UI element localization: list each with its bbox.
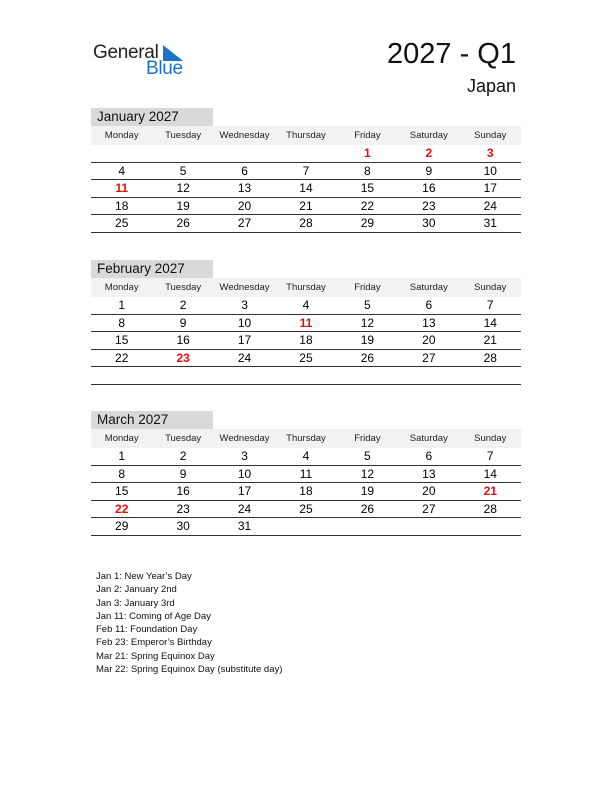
weekday-header: Sunday (460, 429, 521, 448)
day-cell: 11 (275, 465, 336, 483)
day-cell: 13 (398, 314, 459, 332)
day-cell: 7 (460, 297, 521, 314)
month-block-february (91, 260, 521, 385)
day-cell: 5 (337, 297, 398, 314)
weekday-header: Monday (91, 278, 152, 297)
weekday-header: Monday (91, 126, 152, 145)
weekday-header-row (91, 278, 521, 297)
day-cell: 6 (398, 448, 459, 465)
day-cell: 15 (91, 483, 152, 501)
weekday-header: Saturday (398, 278, 459, 297)
day-cell: 3 (214, 448, 275, 465)
week-row (91, 483, 521, 501)
day-cell: 17 (460, 180, 521, 198)
empty-day-cell (214, 145, 275, 162)
empty-day-cell (275, 145, 336, 162)
weekday-header: Friday (337, 429, 398, 448)
day-cell: 27 (214, 215, 275, 233)
day-cell: 7 (275, 162, 336, 180)
weekday-header: Sunday (460, 278, 521, 297)
day-cell: 23 (152, 349, 213, 367)
day-cell: 20 (398, 483, 459, 501)
day-cell: 6 (214, 162, 275, 180)
empty-day-cell (275, 518, 336, 536)
weekday-header-row (91, 429, 521, 448)
holiday-item: Feb 11: Foundation Day (96, 624, 198, 636)
day-cell: 31 (214, 518, 275, 536)
week-row (91, 197, 521, 215)
day-cell: 4 (275, 297, 336, 314)
day-cell: 13 (398, 465, 459, 483)
weekday-header: Wednesday (214, 429, 275, 448)
day-cell: 11 (91, 180, 152, 198)
weekday-header: Friday (337, 278, 398, 297)
day-cell: 14 (460, 314, 521, 332)
empty-day-cell (214, 367, 275, 385)
day-cell: 22 (337, 197, 398, 215)
weekday-header: Friday (337, 126, 398, 145)
weekday-header: Wednesday (214, 126, 275, 145)
day-cell: 2 (152, 297, 213, 314)
holiday-item: Feb 23: Emperor’s Birthday (96, 637, 212, 649)
day-cell: 28 (460, 349, 521, 367)
day-cell: 8 (91, 465, 152, 483)
week-row (91, 500, 521, 518)
day-cell: 19 (337, 483, 398, 501)
day-cell: 30 (152, 518, 213, 536)
day-cell: 12 (337, 314, 398, 332)
weekday-header: Tuesday (152, 278, 213, 297)
day-cell: 5 (337, 448, 398, 465)
day-cell: 23 (398, 197, 459, 215)
day-cell: 3 (460, 145, 521, 162)
day-cell: 27 (398, 500, 459, 518)
day-cell: 28 (275, 215, 336, 233)
empty-day-cell (337, 367, 398, 385)
week-row (91, 349, 521, 367)
week-row (91, 162, 521, 180)
empty-day-cell (398, 518, 459, 536)
day-cell: 13 (214, 180, 275, 198)
day-cell: 19 (152, 197, 213, 215)
weekday-header: Thursday (275, 278, 336, 297)
empty-day-cell (152, 367, 213, 385)
day-cell: 1 (91, 448, 152, 465)
weekday-header: Thursday (275, 429, 336, 448)
holiday-item: Jan 3: January 3rd (96, 597, 175, 609)
weekday-header: Monday (91, 429, 152, 448)
day-cell: 31 (460, 215, 521, 233)
day-cell: 10 (214, 465, 275, 483)
day-cell: 21 (275, 197, 336, 215)
day-cell: 29 (337, 215, 398, 233)
month-header: March 2027 (91, 411, 213, 429)
day-cell: 9 (152, 314, 213, 332)
weekday-header: Saturday (398, 429, 459, 448)
day-cell: 9 (152, 465, 213, 483)
day-cell: 15 (91, 332, 152, 350)
country-label: Japan (466, 76, 516, 96)
day-cell: 10 (214, 314, 275, 332)
weekday-header: Tuesday (152, 126, 213, 145)
day-cell: 11 (275, 314, 336, 332)
week-row (91, 180, 521, 198)
empty-day-cell (460, 518, 521, 536)
day-cell: 20 (214, 197, 275, 215)
day-cell: 24 (214, 500, 275, 518)
day-cell: 25 (275, 349, 336, 367)
logo (93, 42, 193, 78)
logo-text-blue: Blue (146, 58, 183, 79)
day-cell: 26 (337, 349, 398, 367)
day-cell: 25 (91, 215, 152, 233)
weekday-header-row (91, 126, 521, 145)
month-header: January 2027 (91, 108, 213, 126)
day-cell: 14 (275, 180, 336, 198)
weekday-header: Tuesday (152, 429, 213, 448)
day-cell: 26 (337, 500, 398, 518)
day-cell: 19 (337, 332, 398, 350)
day-cell: 3 (214, 297, 275, 314)
day-cell: 4 (275, 448, 336, 465)
day-cell: 16 (398, 180, 459, 198)
day-cell: 14 (460, 465, 521, 483)
month-header: February 2027 (91, 260, 213, 278)
week-row (91, 215, 521, 233)
day-cell: 6 (398, 297, 459, 314)
empty-day-cell (398, 367, 459, 385)
empty-day-cell (337, 518, 398, 536)
week-row (91, 297, 521, 314)
day-cell: 2 (152, 448, 213, 465)
day-cell: 12 (152, 180, 213, 198)
day-cell: 15 (337, 180, 398, 198)
day-cell: 18 (275, 332, 336, 350)
week-row (91, 314, 521, 332)
empty-day-cell (275, 367, 336, 385)
day-cell: 17 (214, 483, 275, 501)
empty-day-cell (91, 367, 152, 385)
day-cell: 4 (91, 162, 152, 180)
weekday-header: Sunday (460, 126, 521, 145)
empty-day-cell (460, 367, 521, 385)
day-cell: 8 (91, 314, 152, 332)
holiday-item: Jan 1: New Year’s Day (96, 571, 192, 582)
day-cell: 1 (337, 145, 398, 162)
week-row (91, 367, 521, 385)
week-row (91, 518, 521, 536)
week-row (91, 145, 521, 162)
weekday-header: Thursday (275, 126, 336, 145)
day-cell: 17 (214, 332, 275, 350)
day-cell: 29 (91, 518, 152, 536)
holiday-item: Jan 2: January 2nd (96, 584, 177, 596)
day-cell: 26 (152, 215, 213, 233)
weekday-header: Wednesday (214, 278, 275, 297)
page-title: 2027 - Q1 (387, 38, 516, 70)
week-row (91, 448, 521, 465)
holiday-list (96, 570, 282, 676)
calendar-table (91, 429, 521, 536)
weekday-header: Saturday (398, 126, 459, 145)
day-cell: 21 (460, 332, 521, 350)
day-cell: 1 (91, 297, 152, 314)
day-cell: 25 (275, 500, 336, 518)
day-cell: 10 (460, 162, 521, 180)
day-cell: 9 (398, 162, 459, 180)
day-cell: 24 (214, 349, 275, 367)
day-cell: 28 (460, 500, 521, 518)
day-cell: 18 (91, 197, 152, 215)
day-cell: 7 (460, 448, 521, 465)
day-cell: 8 (337, 162, 398, 180)
day-cell: 30 (398, 215, 459, 233)
holiday-item: Mar 22: Spring Equinox Day (substitute day) (96, 664, 283, 676)
month-block-january (91, 108, 521, 233)
day-cell: 2 (398, 145, 459, 162)
day-cell: 20 (398, 332, 459, 350)
day-cell: 16 (152, 332, 213, 350)
week-row (91, 465, 521, 483)
day-cell: 24 (460, 197, 521, 215)
day-cell: 12 (337, 465, 398, 483)
day-cell: 22 (91, 349, 152, 367)
day-cell: 22 (91, 500, 152, 518)
month-block-march (91, 411, 521, 536)
holiday-item: Jan 11: Coming of Age Day (96, 610, 211, 622)
day-cell: 21 (460, 483, 521, 501)
day-cell: 27 (398, 349, 459, 367)
week-row (91, 332, 521, 350)
empty-day-cell (152, 145, 213, 162)
logo-text-general: General (93, 42, 159, 63)
calendar-table (91, 126, 521, 233)
calendar-table (91, 278, 521, 385)
empty-day-cell (91, 145, 152, 162)
day-cell: 23 (152, 500, 213, 518)
day-cell: 16 (152, 483, 213, 501)
day-cell: 18 (275, 483, 336, 501)
day-cell: 5 (152, 162, 213, 180)
holiday-item: Mar 21: Spring Equinox Day (96, 650, 215, 662)
